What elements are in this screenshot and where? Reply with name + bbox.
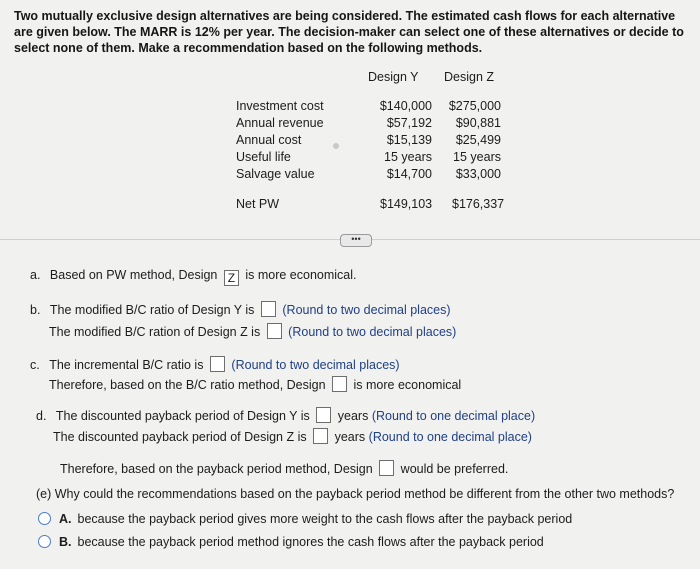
cell-z-cost: $25,499 xyxy=(455,133,501,147)
question-c-prefix: c. xyxy=(30,358,40,372)
header-design-y: Design Y xyxy=(368,70,419,84)
question-a xyxy=(30,268,357,286)
question-c-text2: Therefore, based on the B/C ratio method, Design xyxy=(49,378,326,392)
option-b-text: because the payback period method ignores the cash flows after the payback period xyxy=(77,535,544,549)
label-net-pw: Net PW xyxy=(236,197,280,211)
option-a[interactable] xyxy=(38,512,572,526)
option-a-text: because the payback period gives more weight to the cash flows after the payback period xyxy=(77,512,573,526)
option-b[interactable] xyxy=(38,535,544,549)
option-a-radio[interactable] xyxy=(38,512,51,525)
option-a-letter: A. xyxy=(59,512,72,526)
question-c-line2 xyxy=(49,376,461,392)
question-d-years2: years xyxy=(334,430,366,444)
column-design-z xyxy=(442,98,501,183)
question-d-line1 xyxy=(36,407,535,423)
label-useful-life: Useful life xyxy=(236,150,291,164)
cell-z-net-pw: $176,337 xyxy=(452,197,505,211)
question-c-line1 xyxy=(30,356,400,372)
option-b-letter: B. xyxy=(59,535,72,549)
question-d-years1: years xyxy=(337,409,369,423)
question-b-line1 xyxy=(30,301,451,317)
cell-y-investment: $140,000 xyxy=(379,99,432,113)
answer-d-y-input[interactable] xyxy=(316,407,331,423)
question-d-hint1: (Round to one decimal place) xyxy=(371,409,536,423)
cell-z-investment: $275,000 xyxy=(448,99,501,113)
answer-d-z-input[interactable] xyxy=(313,428,328,444)
problem-statement: Two mutually exclusive design alternatives are being considered. The estimated cash flows for each alternative are given below. The MARR is 12% per year. The decision-maker can select one of these alternatives or decide to select none of them. Make a recommendation based on the following methods. xyxy=(14,9,684,55)
cell-y-revenue: $57,192 xyxy=(386,116,432,130)
label-investment-cost: Investment cost xyxy=(236,99,324,113)
row-labels xyxy=(236,98,324,183)
question-b-line2 xyxy=(49,323,456,339)
answer-c-ratio-input[interactable] xyxy=(210,356,225,372)
question-b-hint1: (Round to two decimal places) xyxy=(282,303,451,317)
cell-y-salvage: $14,700 xyxy=(386,167,432,181)
cell-y-net-pw: $149,103 xyxy=(380,197,433,211)
label-salvage-value: Salvage value xyxy=(236,167,315,181)
answer-d-design-input[interactable] xyxy=(379,460,394,476)
question-b-hint2: (Round to two decimal places) xyxy=(288,325,457,339)
option-b-radio[interactable] xyxy=(38,535,51,548)
cell-y-life: 15 years xyxy=(384,150,432,164)
question-d-post3: would be preferred. xyxy=(400,462,509,476)
question-d-text3: Therefore, based on the payback period method, Design xyxy=(60,462,373,476)
cell-z-life: 15 years xyxy=(453,150,501,164)
question-d-prefix: d. xyxy=(36,409,47,423)
question-b-prefix: b. xyxy=(30,303,41,317)
label-annual-revenue: Annual revenue xyxy=(236,116,324,130)
cell-z-salvage: $33,000 xyxy=(455,167,501,181)
question-d-line2 xyxy=(53,428,532,444)
question-d-hint2: (Round to one decimal place) xyxy=(368,430,532,444)
question-a-prefix: a. xyxy=(30,268,41,282)
answer-c-design-input[interactable] xyxy=(332,376,347,392)
question-a-post: is more economical. xyxy=(245,268,357,282)
column-design-y xyxy=(370,98,432,183)
question-b-text1: The modified B/C ratio of Design Y is xyxy=(49,303,255,317)
question-d-line3 xyxy=(60,460,508,476)
question-c-post2: is more economical xyxy=(353,378,462,392)
answer-b-z-input[interactable] xyxy=(267,323,282,339)
question-a-text: Based on PW method, Design xyxy=(49,268,218,282)
question-e: (e) Why could the recommendations based on the payback period method be different from the other two methods? xyxy=(36,487,675,501)
answer-a-input[interactable]: Z xyxy=(224,270,239,286)
question-c-text1: The incremental B/C ratio is xyxy=(49,358,204,372)
question-b-text2: The modified B/C ration of Design Z is xyxy=(49,325,261,339)
cell-z-revenue: $90,881 xyxy=(455,116,501,130)
cell-y-cost: $15,139 xyxy=(386,133,432,147)
header-design-z: Design Z xyxy=(444,70,495,84)
question-d-text2: The discounted payback period of Design Z is xyxy=(53,430,307,444)
question-c-hint1: (Round to two decimal places) xyxy=(231,358,400,372)
expand-button[interactable]: ••• xyxy=(340,234,372,247)
decorative-dot xyxy=(333,143,339,149)
label-annual-cost: Annual cost xyxy=(236,133,302,147)
question-d-text1: The discounted payback period of Design Y is xyxy=(55,409,310,423)
answer-b-y-input[interactable] xyxy=(261,301,276,317)
